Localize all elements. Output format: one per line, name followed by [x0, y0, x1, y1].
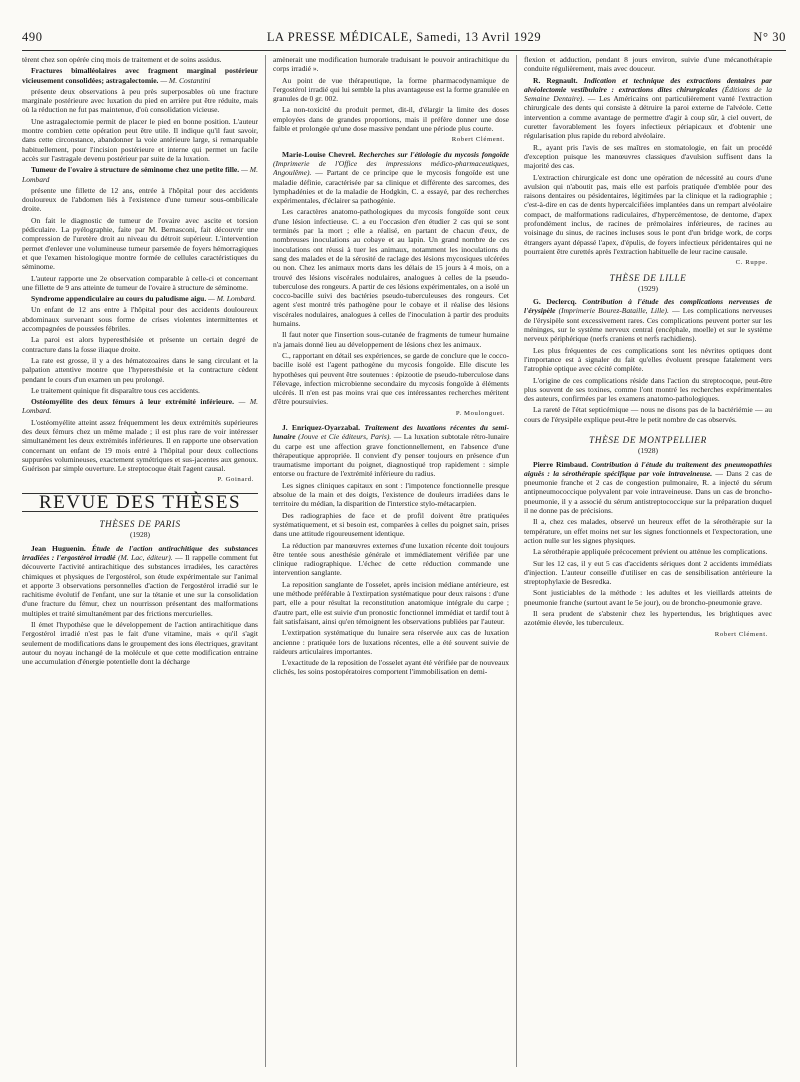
thesis-title: Traitement des luxations récentes du semi-lunaire	[273, 422, 509, 442]
subsection-heading: THÈSE DE LILLE	[609, 272, 687, 283]
heading-text: Syndrome appendiculaire au cours du paludisme aigu.	[31, 294, 207, 304]
thesis-title: Indication et technique des extractions dentaires par alvéolectomie vestibulaire : extractions dites chirurgicales	[524, 75, 772, 94]
author: — M. Lombard.	[208, 294, 257, 304]
paragraph: Il émet l'hypothèse que le développement de l'action antirachitique dans l'ergostérol irradié n'est pas le fait d'une vitamine, mais « qu'il s'agit seulement de modifications dans le groupement des ions électriques, gravitant autour du noyau inchangé de la molécule et que cette modification entraine une accumulation d'énergie potentielle dont la décharge	[22, 620, 258, 667]
thesis-publisher: (Jouve et Cie éditeurs, Paris).	[298, 432, 392, 442]
paragraph: La reposition sanglante de l'osselet, après incision médiane antérieure, est une méthode préférable à l'extirpation systématique pour deux raisons : d'une part, elle a pour résultat la reconstitution anatomique intégrale du carpe ; d'autre part, elle est suivie d'un pronostic fonctionnel immédiat et tardif tout à fait satisfaisant, ainsi qu'en témoignent les observations publiées par l'auteur.	[273, 579, 509, 626]
author: — M. Lombard.	[22, 397, 258, 416]
thesis-summary: — Les Américains ont particulièrement vanté l'extraction chirurgicale des dents qui consiste à détruire la paroi externe de l'alvéole. Cette intervention a comme avantage de permettre d'agir à coup sûr, à ciel ouvert, de curetter favorablement les foyers infectieux périapicaux et d'obtenir une régularisation plus rapide du rebord alvéolaire.	[524, 94, 772, 141]
page-number: 490	[22, 30, 43, 44]
thesis-author: Jean Huguenin.	[31, 543, 86, 553]
paragraph: La sérothérapie appliquée précocement prévient ou atténue les complications.	[533, 547, 768, 557]
thesis-title: Contribution à l'étude des complications nerveuses de l'érysipèle	[524, 297, 772, 316]
section-heading	[22, 294, 258, 303]
column-right	[524, 55, 772, 1073]
paragraph: L'extirpation systématique du lunaire sera réservée aux cas de luxation ancienne : pratiquée lors de luxations récentes, elle a été souvent suivie de raideurs articulaires importantes.	[273, 628, 509, 656]
thesis-entry	[524, 460, 772, 516]
paragraph: tèrent chez son opérée cinq mois de traitement et de soins assidus.	[22, 55, 222, 64]
thesis-summary: — Dans 2 cas de pneumonie franche et 2 cas de congestion pulmonaire, R. a injecté du sérum antipneumococcique polyvalent par voie intraveineuse. Dans un cas de broncho-pneumonie, il y a associé du sérum antistreptococcique sur la préparation duquel il ne donne pas de précisions.	[524, 468, 772, 516]
subsection-year: (1928)	[130, 530, 150, 540]
author: — M. Lombard	[22, 165, 258, 184]
thesis-summary: — Les complications nerveuses de l'érysipèle sont excessivement rares. Ces complications peuvent porter sur les méninges, sur le système nerveux central (encéphale, moelle) et sur le système nerveux périphérique (nerfs craniens et nerfs rachidiens).	[524, 306, 772, 344]
thesis-publisher: (M. Lac, éditeur).	[117, 552, 173, 562]
column-separator	[265, 55, 266, 1067]
signature: Robert Clément.	[714, 630, 768, 638]
paragraph: L'origine de ces complications réside dans l'action du streptocoque, peut-être plus souvent de ses toxines, comme l'ont montré les recherches expérimentales des auteurs, confirmées par les examens anatomo-pathologiques.	[524, 375, 772, 404]
paragraph: Les signes cliniques capitaux en sont : l'impotence fonctionnelle presque absolue de la main et des doigts, l'existence de douleurs irradiées dans le territoire du médian, la disparition de l'interstice stylo-métacarpien.	[273, 480, 509, 509]
paragraph: On fait le diagnostic de tumeur de l'ovaire avec ascite et torsion pédiculaire. La pyélographie, faite par M. Bernasconi, fait découvrir une compression de l'uretère droit au niveau du détroit supérieur. L'intervention permet d'enlever une volumineuse tumeur parsemée de foyers hémorragiques et que l'examen histologique montre formée de cellules caractéristiques du séminome.	[22, 215, 258, 272]
thesis-entry	[22, 544, 258, 618]
paragraph: Le traitement quinique fit disparaître tous ces accidents.	[31, 385, 200, 395]
subsection-year: (1928)	[638, 446, 658, 456]
column-separator	[516, 55, 517, 1067]
running-header	[22, 26, 786, 48]
paragraph: Au point de vue thérapeutique, la forme pharmacodynamique de l'ergostérol irradié qui lui semble la plus avantageuse est la forme granulée en granules de 0 gr. 002.	[273, 75, 509, 104]
thesis-summary: — Partant de ce principe que le mycosis fongoïde est une maladie définie, caractérisée par sa clinique et différente des sarcomes, des lymphadénies et de la maladie de Hodgkin, C. a essayé, par des recherches expérimentales, d'éclairer sa pathogénie.	[273, 168, 509, 206]
paragraph: La paroi est alors hyperesthésiée et présente un certain degré de contracture dans la fosse iliaque droite.	[22, 335, 258, 354]
signature: P. Goinard.	[217, 476, 254, 484]
thesis-publisher: (Éditions de la Semaine Dentaire).	[524, 84, 772, 104]
thesis-title: Recherches sur l'étiologie du mycosis fongoïde	[358, 149, 509, 159]
thesis-summary: — La luxation subtotale rétro-lunaire du carpe est une affection grave fonctionnellement, en l'absence d'une thérapeutique appropriée. Il convient d'y penser toujours en présence d'un traumatisme important du poignet, diagnostiqué trop rapidement : simple entorse ou fracture de l'extrémité inférieure du radius.	[273, 432, 509, 479]
paragraph: Il faut noter que l'insertion sous-cutanée de fragments de tumeur humaine n'a jamais donné lieu au développement de lésions chez les animaux.	[273, 330, 509, 349]
subsection-year: (1929)	[638, 283, 658, 293]
thesis-author: R. Regnault.	[533, 75, 578, 85]
thesis-title: Contribution à l'étude du traitement des pneumopathies aiguës : la sérothérapie spécifique par voie intraveineuse.	[524, 459, 772, 478]
paragraph: La rate est grosse, il y a des hématozoaires dans le sang circulant et la palpation attentive montre que l'hyperesthésie et la contracture cèdent pendant le cours d'un examen un peu prolongé.	[22, 355, 258, 384]
issue-number: N° 30	[753, 30, 786, 44]
paragraph: La rareté de l'état septicémique — nous ne disons pas de la bactériémie — au cours de l'érysipèle explique peut-être le petit nombre de cas observés.	[524, 405, 772, 424]
paragraph: flexion et adduction, pendant 8 jours environ, suivie d'une mécanothérapie conduite régulièrement, mais avec douceur.	[524, 55, 772, 74]
paragraph: Les plus fréquentes de ces complications sont les névrites optiques dont l'importance est à signaler du fait qu'elles évoluent presque fatalement vers l'atrophie optique avec cécité complète.	[524, 345, 772, 374]
paragraph: Des radiographies de face et de profil doivent être pratiquées systématiquement, et si besoin est, comparées à celles du poignet sain, prises dans une attitude rigoureusement identique.	[273, 510, 509, 539]
subsection-heading: THÈSES DE PARIS	[99, 519, 181, 530]
thesis-publisher: (Imprimerie Bourez-Bataille, Lille).	[558, 306, 669, 316]
paragraph: Les caractères anatomo-pathologiques du mycosis fongoïde sont ceux d'une lésion infectieuse. C. a eu l'occasion d'en étudier 2 cas qui se sont terminés par la mort ; elle a réalisé, en partant de chacun d'eux, de nombreuses inoculations au cobaye et au lapin. Un grand nombre de ces inoculations ont réussi à tuer les animaux, notamment les inoculations du sang des malades et de la sérosité de raclage des lésions mycosiques ulcérées ou non. Chez les animaux morts dans les délais de 15 jours à 4 mois, on a trouvé des lésions viscérales nodulaires, analogues à celles de la pseudo-tuberculose des rongeurs. A partir de ces lésions expérimentales, on a isolé un cocco-bacille suivi des bactéries pseudo-tuberculeuses des rongeurs. Cet agent s'est montré très pathogène pour le cobaye et il réalise des lésions viscérales nodulaires, analogues à celles de l'inoculation à partir des produits humains.	[273, 207, 509, 329]
paragraph: L'extraction chirurgicale est donc une opération de nécessité au cours d'une avulsion qui n'aboutit pas, mais elle est parfois pratiquée d'emblée pour des raisons dentaires ou pésidentaires, légitimées par la clinique et la radiographie ; c'est-à-dire en cas de dents hypercalcifiées implantées dans un rempart alvéolaire compact, de malformations radiculaires, d'hypercémentose, de dentome, d'apex profondément inclus, de racines de prémolaires inférieures, de racines au voisinage du sinus, de racines incluses sous le pont d'un bridge work, de corps étrangers ayant dépassé l'apex, d'épulis, de foyers infectieux péridentaires qui ne pourraient être curettés après l'extraction habituelle de leur racine causale.	[524, 172, 772, 256]
paragraph: Il sera prudent de s'abstenir chez les hypertendus, les brightiques avec azotémie élevée, les tuberculeux.	[524, 609, 772, 628]
heading-text: Ostéomyélite des deux fémurs à leur extrémité inférieure.	[31, 397, 235, 407]
section-heading	[22, 66, 258, 85]
thesis-entry	[273, 423, 509, 479]
heading-text: Fractures bimalléolaires avec fragment marginal postérieur vicieusement consolidées; astragalectomie.	[22, 66, 258, 85]
thesis-title: Étude de l'action antirachitique des substances irradiées : l'ergostérol irradié	[22, 543, 258, 562]
signature: C. Ruppe.	[735, 259, 768, 267]
paragraph: C., rapportant en détail ses expériences, se garde de conclure que le cocco-bacille isolé est l'agent pathogène du mycosis fongoïde. Elle discute les hypothèses qui peuvent être soutenues : épizootie de pseudo-tuberculose dans l'élevage, infection microbienne secondaire du mycosis fongoïde à éléments ulcérés. Il n'en est pas moins vrai que ces intéressantes recherches méritent d'être poursuivies.	[273, 350, 509, 407]
paragraph: Sont justiciables de la méthode : les adultes et les vieillards atteints de pneumonie franche (surtout avant le 5e jour), ou de broncho-pneumonie grave.	[524, 588, 772, 607]
paragraph: L'auteur rapporte une 2e observation comparable à celle-ci et concernant une fillette de 9 ans atteinte de tumeur de l'ovaire à structure de séminome.	[22, 273, 258, 292]
subsection-heading: THÈSE DE MONTPELLIER	[589, 434, 707, 445]
thesis-entry	[273, 150, 509, 206]
journal-title: LA PRESSE MÉDICALE, Samedi, 13 Avril 1929	[266, 30, 542, 44]
paragraph: Un enfant de 12 ans entre à l'hôpital pour des accidents douloureux abdominaux survenant sous forme de crises violentes intermittentes et accompagnées de poussées fébriles.	[22, 305, 258, 334]
paragraph: Il a, chez ces malades, observé un heureux effet de la sérothérapie sur la température, un effet moins net sur les signes fonctionnels et l'expectoration, une action nulle sur les signes physiques.	[524, 517, 772, 545]
paragraph: Sur les 12 cas, il y eut 5 cas d'accidents sériques dont 2 accidents immédiats d'injection. L'auteur conseille d'utiliser en cas de sensibilisation antérieure la streptophylaxie de Besredka.	[524, 558, 772, 587]
thesis-summary: — Il rappelle comment fut découverte l'activité antirachitique des substances irradiées, les caractères chimiques et physiques de l'ergostérol, son étude expérimentale sur l'animal et apporte 3 observations personnelles d'action de l'ergostérol irradié sur le rachitisme évolutif de l'enfant, une sur la tétanie et une sur la consolidation d'une fracture du fémur, chez un nourrisson présentant des malformations multiples et traité simultanément par des frictions mercurielles.	[22, 552, 258, 618]
paragraph: amènerait une modification humorale traduisant le pouvoir antirachitique du corps irradié ».	[273, 55, 509, 74]
column-left	[22, 55, 258, 1073]
thesis-author: Pierre Rimbaud.	[533, 459, 589, 469]
section-heading	[22, 165, 258, 184]
paragraph: La réduction par manœuvres externes d'une luxation récente doit toujours être tentée sous anesthésie générale et immédiatement vérifiée par une clinique radiographique. L'échec de cette réduction commande une intervention sanglante.	[273, 540, 509, 578]
paragraph: L'exactitude de la reposition de l'osselet ayant été vérifiée par de nouveaux clichés, les soins postopératoires comportent l'immobilisation en demi-	[273, 658, 509, 677]
thesis-entry	[524, 297, 772, 343]
signature: Robert Clément.	[451, 136, 505, 144]
paragraph: Une astragalectomie permit de placer le pied en bonne position. L'auteur montre combien cette opération peut être utile. Il indique qu'il faut savoir, dans cette circonstance, abandonner la voie antérieure large, si remarquable habituellement, pour l'incision postérieure et interne qui permet un facile accès sur l'astragale devenu postérieur par suite de la luxation.	[22, 116, 258, 163]
review-title: REVUE DES THÈSES	[22, 493, 258, 512]
paragraph: présente une fillette de 12 ans, entrée à l'hôpital pour des accidents douloureux de l'abdomen liés à l'existence d'une tumeur sous-ombilicale droite.	[22, 185, 258, 214]
paragraph: L'ostéomyélite atteint assez fréquemment les deux extrémités supérieures des deux fémurs chez un même malade ; il est plus rare de voir intéresser simultanément les deux extrémités inférieures. Il en rapporte une observation concernant un enfant de 19 mois entré à l'hôpital pour deux collections suppurées volumineuses, exactement symétriques et sus-jacentes aux genoux. Guérison par simple ouverture. Le streptocoque était l'agent causal.	[22, 417, 258, 474]
thesis-publisher: (Imprimerie de l'Office des impressions médico-pharmaceutiques, Angoulême).	[273, 158, 509, 178]
signature: P. Moulonguet.	[455, 409, 505, 417]
thesis-author: J. Enriquez-Oyarzabal.	[282, 422, 361, 432]
paragraph: R., ayant pris l'avis de ses maîtres en stomatologie, en fait un procédé d'exception puisque les manœuvres classiques d'avulsion suffisent dans la majorité des cas.	[524, 142, 772, 171]
paragraph: présente deux observations à peu près superposables où une fracture marginale postérieure avec luxation du pied en arrière put être réduite, mais où la réduction ne fut pas maintenue, d'où consolidation vicieuse.	[22, 86, 258, 115]
header-rule	[22, 50, 786, 51]
section-heading	[22, 397, 258, 416]
thesis-author: Marie-Louise Chevrel.	[282, 149, 356, 159]
paragraph: La non-toxicité du produit permet, dit-il, d'élargir la limite des doses employées dans de grandes proportions, mais il préfère donner une dose faible et prolongée qu'une dose massive pendant une période plus courte.	[273, 105, 509, 134]
column-middle	[273, 55, 509, 1073]
author: — M. Costantini	[160, 75, 211, 85]
heading-text: Tumeur de l'ovaire à structure de séminome chez une petite fille.	[31, 165, 240, 175]
thesis-entry	[524, 76, 772, 141]
thesis-author: G. Declercq.	[533, 297, 577, 307]
